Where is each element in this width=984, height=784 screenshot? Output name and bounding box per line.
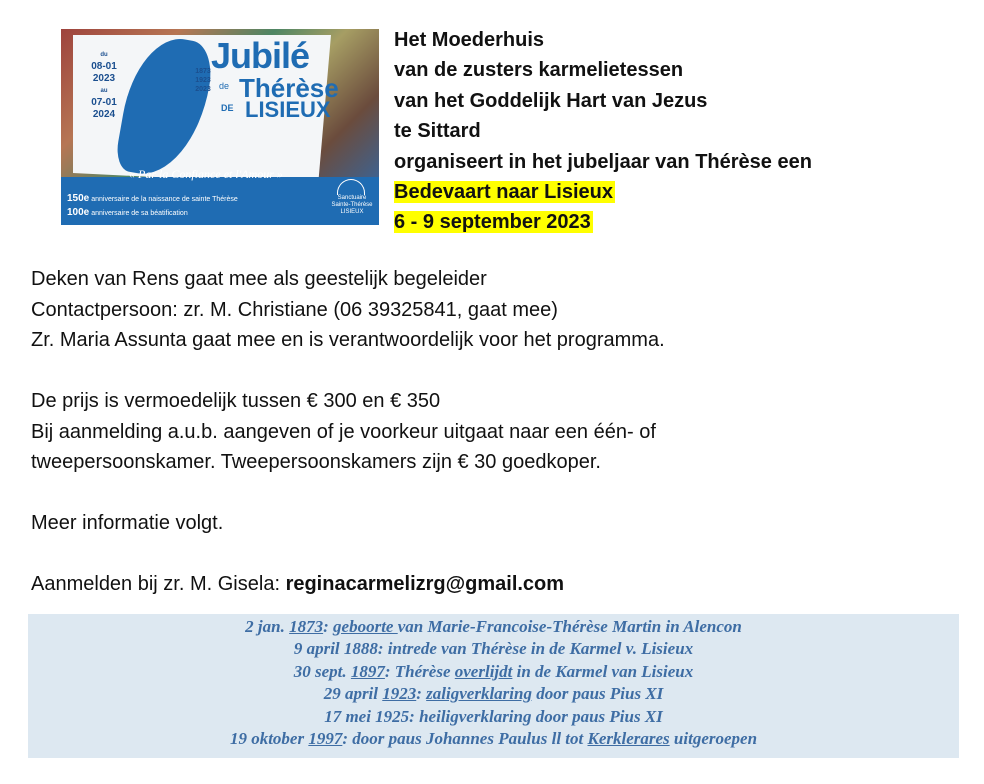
contact-email[interactable]: reginacarmelizrg@gmail.com (285, 573, 565, 595)
sanctuary-line-3: LISIEUX (340, 209, 364, 215)
banner-lisieux: LISIEUX (245, 97, 331, 122)
t-text: uitgeroepen (669, 729, 758, 749)
t-year-link[interactable]: 1897 (350, 661, 385, 681)
t-event-link[interactable]: Kerklerares (587, 729, 670, 749)
sanctuary-line-1: Sanctuaire (337, 195, 367, 201)
t-text: van Marie-Francoise-Thérèse Martin in Alencon (397, 617, 742, 636)
banner-de: de (219, 81, 230, 91)
aanmelden-label: Aanmelden bij zr. M. Gisela: (31, 573, 286, 595)
t-event-link[interactable]: overlijdt (454, 661, 513, 681)
sanctuary-logo (327, 195, 377, 216)
spacer (31, 539, 961, 570)
year-1873: 1873 (195, 68, 211, 75)
t-year-link[interactable]: 1873 (289, 617, 324, 636)
t-year-link[interactable]: 1997 (308, 729, 343, 749)
pilgrimage-header (394, 25, 974, 238)
spacer (31, 478, 961, 509)
timeline-row-entry: 9 april 1888: intrede van Thérèse in de Karmel v. Lisieux (293, 639, 694, 659)
announcement-body (31, 264, 961, 600)
body-meer-informatie: Meer informatie volgt. (31, 512, 224, 534)
therese-timeline-box (28, 614, 959, 758)
timeline-row-doctor (28, 728, 959, 750)
banner-anniversary-100 (67, 207, 188, 218)
body-kamers: tweepersoonskamer. Tweepersoonskamers zijn € 30 goedkoper. (31, 451, 601, 473)
year-1923: 1923 (195, 77, 211, 84)
header-line-zusters: van de zusters karmelietessen (394, 59, 684, 82)
header-line-moederhuis: Het Moederhuis (394, 29, 545, 51)
banner-therese: Thérèse (239, 73, 339, 103)
t-text: : (323, 617, 334, 636)
t-text: 2 jan. (245, 617, 290, 636)
t-text: : (416, 684, 427, 704)
year-2023: 2023 (195, 86, 211, 93)
anniv1-text: anniversaire de la naissance de sainte Thérèse (91, 196, 238, 203)
year-to: 2024 (92, 109, 116, 120)
t-text: in de Karmel van Lisieux (512, 661, 694, 681)
header-highlight-bedevaart: Bedevaart naar Lisieux (394, 181, 613, 204)
t-year-link[interactable]: 1923 (382, 684, 417, 704)
anniv1-number: 150e (67, 193, 90, 204)
body-deken: Deken van Rens gaat mee als geestelijk begeleider (31, 268, 487, 290)
spacer (31, 356, 961, 387)
body-aanmelden (31, 569, 961, 600)
t-event-link[interactable]: zaligverklaring (426, 684, 532, 704)
header-line-organiseert: organiseert in het jubeljaar van Thérèse een (394, 150, 812, 173)
body-aanmelding: Bij aanmelding a.u.b. aangeven of je voorkeur uitgaat naar een één- of (31, 420, 656, 443)
body-contactpersoon: Contactpersoon: zr. M. Christiane (06 39325841, gaat mee) (31, 298, 558, 321)
banner-de-prefix: DE (221, 103, 234, 113)
t-text: 30 sept. (293, 661, 351, 681)
t-text: 29 april (323, 684, 383, 704)
header-highlight-dates: 6 - 9 september 2023 (394, 211, 591, 234)
banner-motto: « Par la Confiance et l'Amour » (129, 167, 283, 181)
banner-dates (81, 49, 127, 121)
t-text: : Thérèse (384, 661, 455, 681)
sanctuary-line-2: Sainte-Thérèse (331, 202, 373, 208)
body-programma: Zr. Maria Assunta gaat mee en is verantwoordelijk voor het programma. (31, 329, 665, 351)
anniv2-number: 100e (67, 207, 90, 218)
date-to-label: au (100, 88, 108, 94)
timeline-row-beatification (28, 683, 959, 705)
t-text: 19 oktober (229, 729, 309, 749)
t-event-link[interactable]: geboorte (333, 617, 398, 636)
header-line-sittard: te Sittard (394, 120, 481, 143)
banner-anniversary-150 (67, 193, 238, 204)
t-text: door paus Pius XI (531, 684, 664, 704)
date-from: 08-01 (91, 61, 117, 72)
t-text: : door paus Johannes Paulus ll tot (342, 729, 588, 749)
timeline-row-birth (28, 616, 959, 638)
year-from: 2023 (92, 73, 116, 84)
banner-title: Jubilé (211, 35, 310, 76)
header-line-goddelijk-hart: van het Goddelijk Hart van Jezus (394, 89, 708, 112)
body-prijs: De prijs is vermoedelijk tussen € 300 en € 350 (31, 390, 441, 412)
anniv2-text: anniversaire de sa béatification (91, 210, 188, 217)
jubilee-banner-image (61, 29, 379, 225)
date-to: 07-01 (91, 97, 117, 108)
timeline-row-canonization: 17 mei 1925: heiligverklaring door paus Pius XI (324, 706, 663, 726)
date-from-label: du (100, 52, 108, 58)
timeline-row-death (28, 661, 959, 683)
